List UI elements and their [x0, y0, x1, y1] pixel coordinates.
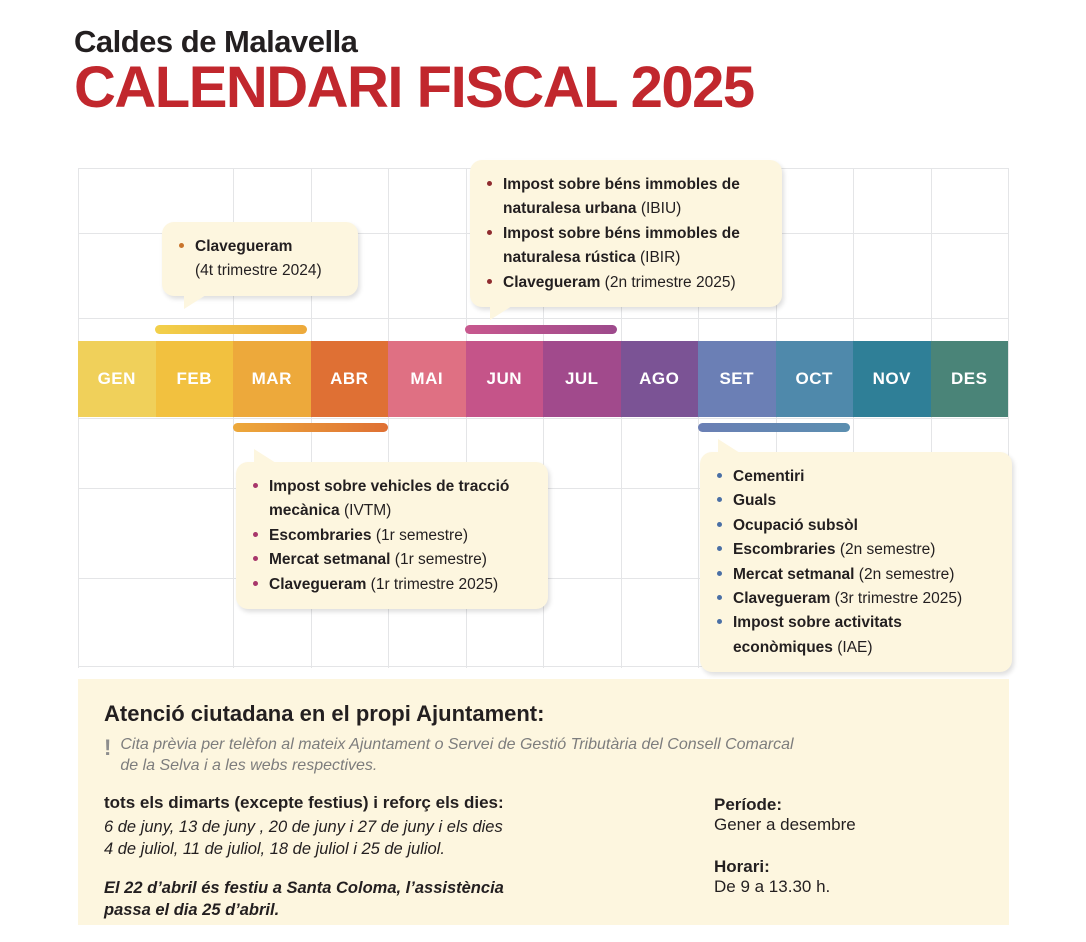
- bullet-dot-icon: [253, 483, 258, 488]
- callout-list: [486, 174, 764, 293]
- callout-item-bold: Guals: [733, 492, 777, 510]
- callout-item-bold: Ocupació subsòl: [733, 516, 858, 534]
- schedule-column: [104, 793, 714, 922]
- callout-item-bold: Cementiri: [733, 468, 805, 485]
- callout-item-bold: mecànica: [269, 502, 340, 520]
- callout-item: [716, 490, 994, 511]
- callout-item: [252, 574, 530, 595]
- month-cell-oct: OCT: [776, 341, 854, 417]
- callout-item: [486, 247, 764, 268]
- holiday-line-1: El 22 d’abril és festiu a Santa Coloma, l’assistència: [104, 879, 504, 898]
- bar-set-oct-bottom: [698, 423, 850, 432]
- callout-item-detail: (1r semestre): [390, 551, 487, 569]
- bullet-dot-icon: [717, 571, 722, 576]
- callout-item-detail: (1r semestre): [371, 526, 468, 544]
- prior-appointment-note: [104, 735, 979, 777]
- callout-ibi: [470, 160, 782, 307]
- callout-item: [716, 466, 994, 487]
- callout-item-detail: (IBIR): [635, 249, 681, 267]
- callout-item: [716, 588, 994, 609]
- callout-item-detail: (3r trimestre 2025): [830, 589, 963, 607]
- month-cell-gen: GEN: [78, 341, 156, 417]
- bubble-tail: [490, 306, 512, 320]
- month-cell-des: DES: [931, 341, 1009, 417]
- callout-item-bold: Impost sobre activitats: [733, 614, 902, 632]
- note-line-1: Cita prèvia per telèfon al mateix Ajuntament o Servei de Gestió Tributària del Consell Comarcal: [120, 736, 794, 753]
- page-header: [74, 24, 754, 120]
- callout-item-bold: Mercat setmanal: [733, 565, 855, 583]
- callout-item-detail: (2n semestre): [835, 541, 936, 559]
- month-cell-feb: FEB: [156, 341, 234, 417]
- period-value: Gener a desembre: [714, 814, 856, 834]
- callout-item-detail: (IVTM): [339, 502, 392, 520]
- month-cell-mai: MAI: [388, 341, 466, 417]
- footer-heading: Atenció ciutadana en el propi Ajuntament:: [104, 701, 545, 726]
- month-cell-abr: ABR: [311, 341, 389, 417]
- grid-line-horizontal: [78, 418, 1009, 419]
- callout-list: [252, 476, 530, 595]
- bar-jun-jul-top: [465, 325, 617, 334]
- callout-item: [716, 612, 994, 633]
- month-cell-jul: JUL: [543, 341, 621, 417]
- callout-item-bold: Impost sobre béns immobles de: [503, 176, 740, 193]
- callout-item: [178, 236, 340, 257]
- callout-item-detail: (2n semestre): [854, 565, 955, 583]
- month-strip: [78, 341, 1008, 417]
- bullet-dot-icon: [717, 473, 722, 478]
- town-name: Caldes de Malavella: [74, 24, 358, 59]
- page-title: CALENDARI FISCAL 2025: [74, 55, 754, 120]
- callout-primer-semestre: [236, 462, 548, 609]
- callout-item-bold: Impost sobre béns immobles de: [503, 224, 740, 242]
- callout-item-bold: naturalesa urbana: [503, 200, 637, 218]
- schedule-title: tots els dimarts (excepte festius) i reforç els dies:: [104, 792, 504, 812]
- bullet-dot-icon: [487, 279, 492, 284]
- bar-feb-mar-top: [155, 325, 307, 334]
- bullet-dot-icon: [717, 497, 722, 502]
- callout-item-bold: Mercat setmanal: [269, 551, 391, 569]
- callout-item: [486, 174, 764, 195]
- bullet-dot-icon: [179, 243, 184, 248]
- bullet-dot-icon: [717, 619, 722, 624]
- callout-segon-semestre: [700, 452, 1012, 672]
- note-line-2: de la Selva i a les webs respectives.: [120, 756, 378, 774]
- callout-item-bold: Impost sobre vehicles de tracció: [269, 478, 510, 495]
- callout-item-bold: Clavegueram: [269, 575, 367, 593]
- month-cell-jun: JUN: [466, 341, 544, 417]
- callout-item: [252, 525, 530, 546]
- bullet-dot-icon: [717, 595, 722, 600]
- citizen-service-panel: [78, 679, 1009, 925]
- schedule-line-1: 6 de juny, 13 de juny , 20 de juny i 27 de juny i els dies: [104, 817, 503, 836]
- bubble-tail: [254, 449, 276, 463]
- callout-item: [252, 549, 530, 570]
- month-cell-nov: NOV: [853, 341, 931, 417]
- callout-item-detail: (2n trimestre 2025): [600, 273, 736, 291]
- bubble-tail: [184, 295, 206, 309]
- bubble-tail: [718, 439, 740, 453]
- bullet-dot-icon: [487, 230, 492, 235]
- callout-item: [252, 476, 530, 497]
- callout-item-bold: Clavegueram: [503, 273, 601, 291]
- callout-item-bold: econòmiques: [733, 638, 833, 656]
- bullet-dot-icon: [253, 532, 258, 537]
- month-cell-ago: AGO: [621, 341, 699, 417]
- callout-item: [486, 272, 764, 293]
- callout-item: [252, 500, 530, 521]
- hours-label: Horari:: [714, 856, 770, 876]
- callout-list: [178, 236, 340, 282]
- callout-item-detail: (1r trimestre 2025): [366, 575, 499, 593]
- hours-value: De 9 a 13.30 h.: [714, 876, 831, 896]
- schedule-line-2: 4 de juliol, 11 de juliol, 18 de juliol i 25 de juliol.: [104, 839, 445, 858]
- period-label: Període:: [714, 794, 783, 814]
- exclamation-icon: !: [104, 735, 112, 760]
- bullet-dot-icon: [717, 522, 722, 527]
- callout-clavegueram-2024: [162, 222, 358, 296]
- callout-item-bold: Escombraries: [733, 541, 836, 559]
- bullet-dot-icon: [487, 181, 492, 186]
- grid-line-horizontal: [78, 318, 1009, 319]
- bullet-dot-icon: [253, 581, 258, 586]
- bar-mar-abr-bottom: [233, 423, 388, 432]
- holiday-line-2: passa el dia 25 d’abril.: [104, 901, 280, 920]
- callout-item-detail: (IBIU): [636, 200, 682, 218]
- bullet-dot-icon: [717, 546, 722, 551]
- month-cell-mar: MAR: [233, 341, 311, 417]
- callout-item-bold: Escombraries: [269, 526, 372, 544]
- callout-item-bold: Clavegueram: [733, 589, 831, 607]
- callout-item: [716, 539, 994, 560]
- callout-list: [716, 466, 994, 658]
- callout-item: [716, 637, 994, 658]
- callout-item: [178, 260, 340, 281]
- month-cell-set: SET: [698, 341, 776, 417]
- callout-item-detail: (4t trimestre 2024): [195, 262, 322, 280]
- callout-item-detail: (IAE): [832, 638, 873, 656]
- callout-item-bold: Clavegueram: [195, 238, 293, 255]
- callout-item: [486, 198, 764, 219]
- callout-item: [716, 515, 994, 536]
- callout-item: [486, 223, 764, 244]
- period-hours-column: [714, 793, 974, 922]
- bullet-dot-icon: [253, 556, 258, 561]
- callout-item-bold: naturalesa rústica: [503, 249, 636, 267]
- callout-item: [716, 564, 994, 585]
